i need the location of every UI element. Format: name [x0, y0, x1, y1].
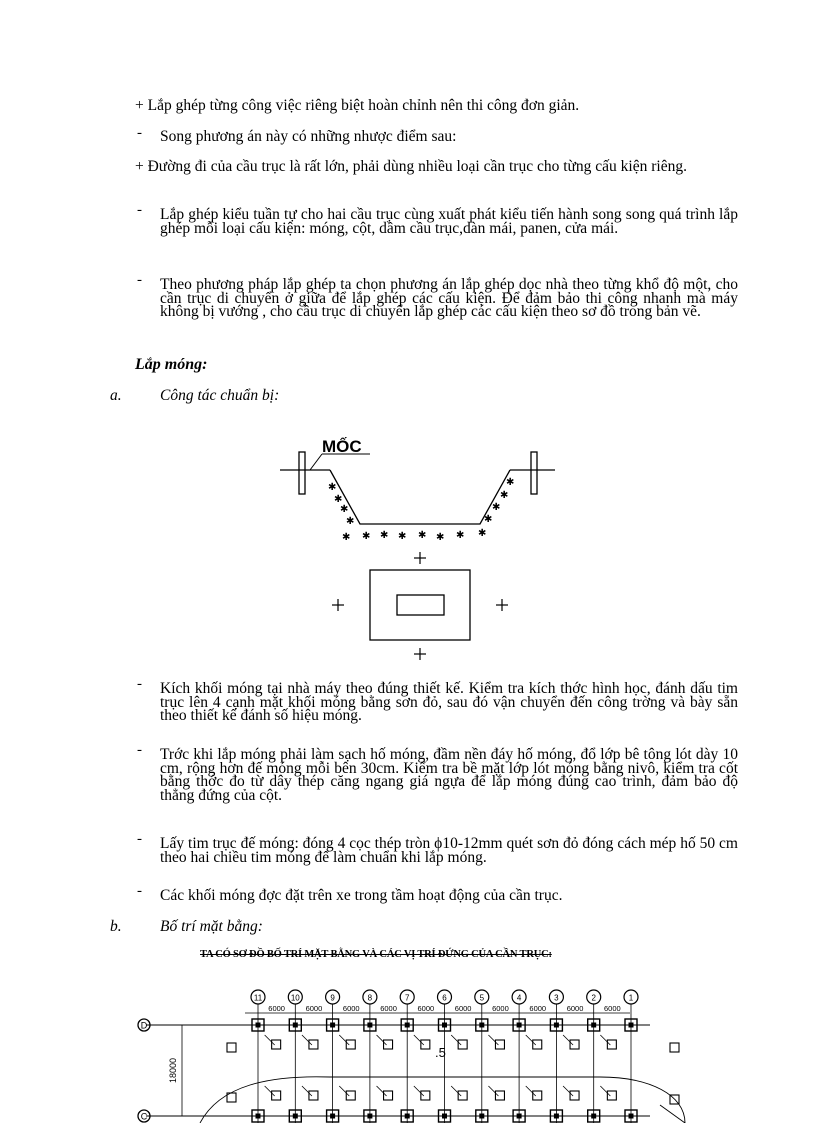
axis-label: 6: [442, 993, 447, 1003]
axis-label: 11: [253, 993, 263, 1003]
bullet-dash: -: [137, 202, 142, 218]
plan-mid-label: .5: [435, 1045, 446, 1060]
span-dimension: 6000: [268, 1004, 285, 1013]
bullet-dash: -: [137, 272, 142, 288]
sub-b-letter: b.: [110, 918, 122, 935]
svg-text:✱: ✱: [478, 528, 487, 539]
soil-hatching: [328, 477, 514, 543]
sub-a-letter: a.: [110, 387, 122, 404]
plan-caption: TA CÓ SƠ ĐỒ BỐ TRÍ MẶT BẰNG VÀ CÁC VỊ TRÍ ĐỨNG CỦA CẦN TRỤC:: [200, 949, 552, 960]
crane-stand: [346, 1091, 355, 1100]
column-mark: [293, 1114, 298, 1119]
row-label: D: [140, 1020, 148, 1031]
column-mark: [367, 1114, 372, 1119]
crane-stand: [421, 1040, 430, 1049]
column-mark: [517, 1114, 522, 1119]
column-mark: [554, 1023, 559, 1028]
column-mark: [629, 1114, 634, 1119]
column-mark: [367, 1023, 372, 1028]
span-dimension: 6000: [604, 1004, 621, 1013]
column-mark: [442, 1023, 447, 1028]
crane-stand: [384, 1040, 393, 1049]
svg-text:✱: ✱: [334, 494, 343, 505]
column-mark: [591, 1023, 596, 1028]
bullet-dash: -: [137, 883, 142, 899]
column-mark: [479, 1114, 484, 1119]
intro-line-3: + Đường đi của cầu trục là rất lớn, phải dùng nhiều loại cần trục cho từng cấu kiện riêng.: [135, 158, 687, 175]
bullet-dash: -: [137, 676, 142, 692]
site-plan-diagram: [130, 985, 710, 1123]
crane-stand: [495, 1091, 504, 1100]
crane-stand: [533, 1040, 542, 1049]
axis-label: 7: [404, 993, 410, 1003]
span-dimension: 6000: [342, 1004, 360, 1013]
span-dimension: 6000: [454, 1004, 472, 1013]
crane-stand: [309, 1040, 318, 1049]
crane-stand: [607, 1040, 616, 1049]
bullet-paragraph: Các khối móng đợc đặt trên xe trong tầm hoạt động của cần trục.: [160, 887, 563, 904]
column-mark: [442, 1114, 447, 1119]
bullet-paragraph: Lấy tim trục đế móng: đóng 4 cọc thép tròn ϕ10-12mm quét sơn đỏ đóng cách mép hố 50 cm theo hai chiều tim móng để làm chuẩn khi lắp móng.: [160, 835, 738, 866]
crane-stand: [346, 1040, 355, 1049]
svg-text:✱: ✱: [340, 504, 349, 515]
sub-a-title: Công tác chuẩn bị:: [160, 387, 280, 404]
column-mark: [293, 1023, 298, 1028]
bullet-dash: -: [137, 125, 142, 141]
intro-line-2: Song phương án này có những nhược điểm sau:: [160, 128, 457, 145]
bullet-dash: -: [137, 831, 142, 847]
height-dimension: 18000: [168, 1057, 178, 1083]
svg-text:✱: ✱: [362, 531, 371, 542]
crane-stand: [570, 1040, 579, 1049]
column-mark: [405, 1114, 410, 1119]
svg-text:✱: ✱: [418, 530, 427, 541]
section-heading: Lắp móng:: [135, 356, 208, 373]
axis-label: 1: [628, 993, 634, 1003]
row-label: C: [140, 1111, 148, 1122]
column-mark: [591, 1114, 596, 1119]
crane-stand: [533, 1091, 542, 1100]
svg-text:✱: ✱: [436, 532, 445, 543]
column-mark: [629, 1023, 634, 1028]
crane-stand: [570, 1091, 579, 1100]
span-dimension: 6000: [566, 1004, 584, 1013]
span-dimension: 6000: [305, 1004, 323, 1013]
crane-stand: [458, 1091, 467, 1100]
intro-line-1: + Lắp ghép từng công việc riêng biệt hoàn chỉnh nên thi công đơn giản.: [135, 97, 580, 114]
axis-label: 10: [290, 993, 300, 1003]
bullet-dash: -: [137, 742, 142, 758]
crane-stand: [421, 1091, 430, 1100]
crane-stand: [272, 1091, 281, 1100]
crane-stand: [495, 1040, 504, 1049]
svg-text:✱: ✱: [500, 490, 509, 501]
bullet-paragraph: Lắp ghép kiểu tuần tự cho hai cầu trục cùng xuất phát kiểu tiến hành song song quá trình lắp ghép mỗi loại cấu kiện: móng, cột, dầm cầu trục,dàn mái, panen, cửa mái.: [160, 206, 738, 237]
svg-text:✱: ✱: [492, 502, 501, 513]
svg-text:✱: ✱: [342, 532, 351, 543]
column-mark: [330, 1023, 335, 1028]
bullet-paragraph: Theo phương pháp lắp ghép ta chọn phương án lắp ghép dọc nhà theo từng khổ độ một, cho cần trục di chuyển ở giữa để lắp ghép các cấu kiện. Để đảm bảo thi công nhanh mà máy không bị vướng , cho cầu trục di chuyển lắp ghép các cấu kiện theo sơ đồ trong bản vẽ.: [160, 276, 738, 320]
axis-marks: [332, 552, 508, 660]
crane-stand: [458, 1040, 467, 1049]
svg-text:✱: ✱: [328, 482, 337, 493]
crane-stand: [272, 1040, 281, 1049]
axis-label: 4: [516, 993, 522, 1003]
svg-text:✱: ✱: [398, 531, 407, 542]
column-mark: [479, 1023, 484, 1028]
svg-text:✱: ✱: [346, 516, 355, 527]
svg-text:✱: ✱: [506, 477, 515, 488]
span-dimension: 6000: [417, 1004, 435, 1013]
svg-text:✱: ✱: [380, 530, 389, 541]
svg-text:✱: ✱: [456, 530, 465, 541]
column-mark: [554, 1114, 559, 1119]
span-dimension: 6000: [380, 1004, 397, 1013]
sub-b-title: Bố trí mặt bằng:: [160, 918, 263, 935]
crane-stand: [607, 1091, 616, 1100]
column-mark: [256, 1114, 261, 1119]
column-mark: [330, 1114, 335, 1119]
column-mark: [256, 1023, 261, 1028]
column-mark: [517, 1023, 522, 1028]
span-dimension: 6000: [529, 1004, 547, 1013]
span-dimension: 6000: [492, 1004, 509, 1013]
crane-stand: [670, 1043, 679, 1052]
axis-label: 9: [330, 993, 335, 1003]
crane-stand: [309, 1091, 318, 1100]
crane-stand: [227, 1043, 236, 1052]
axis-label: 2: [591, 993, 596, 1003]
axis-label: 8: [367, 993, 373, 1003]
foundation-pit-diagram: [270, 430, 570, 665]
axis-label: 3: [554, 993, 559, 1003]
crane-stand: [384, 1091, 393, 1100]
column-mark: [405, 1023, 410, 1028]
svg-text:✱: ✱: [484, 514, 493, 525]
bullet-paragraph: Trớc khi lắp móng phải làm sạch hố móng, đầm nền đáy hố móng, đổ lớp bê tông lót dày 10 cm, rộng hơn đế móng mỗi bên 30cm. Kiểm tra bề mặt lớp lót móng bằng nivô, kiểm tra cốt bằng thớc đo từ dây thép căng ngang giá ngựa để lắp móng đúng cao trình, đảm bảo độ thẳng đứng của cột.: [160, 746, 738, 804]
bullet-paragraph: Kích khối móng tại nhà máy theo đúng thiết kế. Kiểm tra kích thớc hình học, đánh dấu tim trục lên 4 cạnh mặt khối móng bằng sơn đỏ, sau đó vận chuyển đến công trờng và bày sẵn theo thiết kế đánh số hiệu móng.: [160, 680, 738, 724]
moc-label: MỐC: [322, 437, 362, 456]
axis-label: 5: [479, 993, 485, 1003]
